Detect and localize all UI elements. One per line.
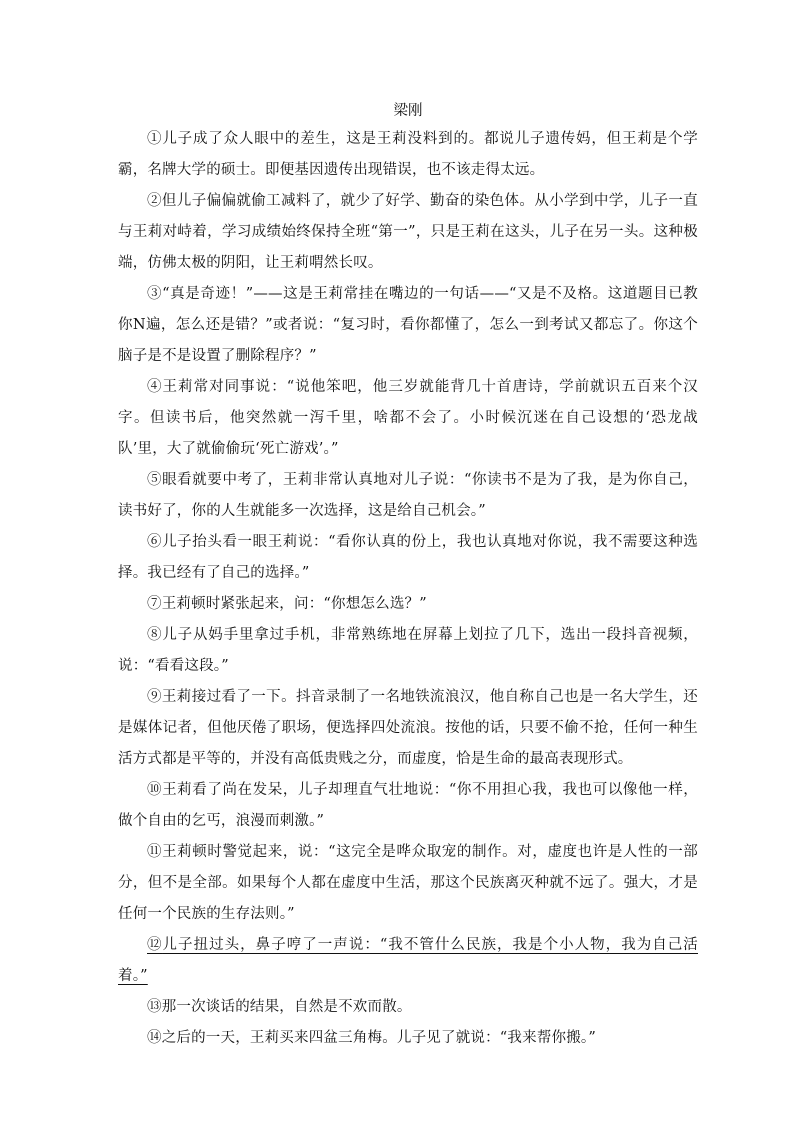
paragraph-4 — [118, 372, 698, 465]
paragraph-14 — [118, 1023, 698, 1054]
paragraph-1 — [118, 124, 698, 186]
paragraph-text: “真是奇迹！”——这是王莉常挂在嘴边的一句话——“又是不及格。这道题目已教你N遍，怎么还是错？”或者说：“复习时，看你都懂了，怎么一到考试又都忘了。你这个脑子是不是设置了删除程序？” — [118, 286, 699, 364]
paragraph-number: ⑥ — [147, 534, 163, 550]
paragraph-text: 儿子从妈手里拿过手机，非常熟练地在屏幕上划拉了几下，选出一段抖音视频，说：“看看这段。” — [118, 627, 698, 674]
paragraph-10 — [118, 775, 698, 837]
paragraph-number: ② — [147, 193, 162, 209]
paragraph-number: ⑤ — [147, 472, 163, 488]
paragraph-text: 儿子成了众人眼中的差生，这是王莉没料到的。都说儿子遗传妈，但王莉是个学霸，名牌大学的硕士。即便基因遗传出现错误，也不该走得太远。 — [118, 131, 698, 178]
author-name: 梁刚 — [393, 103, 423, 119]
paragraph-text: 王莉看了尚在发呆，儿子却理直气壮地说：“你不用担心我，我也可以像他一样，做个自由的乞丐，浪漫而刺激。” — [118, 782, 698, 829]
paragraph-9 — [118, 682, 698, 775]
paragraph-number: ⑨ — [147, 689, 162, 705]
paragraph-8 — [118, 620, 698, 682]
paragraph-text: 之后的一天，王莉买来四盆三角梅。儿子见了就说：“我来帮你搬。” — [161, 1030, 596, 1046]
paragraph-text: 王莉常对同事说：“说他笨吧，他三岁就能背几十首唐诗，学前就识五百来个汉字。但读书后，他突然就一泻千里，啥都不会了。小时候沉迷在自己设想的‘恐龙战队’里，大了就偷偷玩‘死亡游戏’。” — [118, 379, 698, 457]
paragraph-6 — [118, 527, 698, 589]
paragraph-text: 儿子抬头看一眼王莉说：“看你认真的份上，我也认真地对你说，我不需要这种选择。我已经有了自己的选择。” — [118, 534, 698, 581]
paragraph-text: 儿子扭过头，鼻子哼了一声说：“我不管什么民族，我是个小人物，我为自己活着。” — [118, 937, 698, 984]
paragraph-number: ⑩ — [147, 782, 163, 798]
paragraph-text: 但儿子偏偏就偷工减料了，就少了好学、勤奋的染色体。从小学到中学，儿子一直与王莉对峙着，学习成绩始终保持全班“第一”，只是王莉在这头，儿子在另一头。这种极端，仿佛太极的阴阳，让王莉喟然长叹。 — [118, 193, 698, 271]
paragraph-text: 王莉顿时警觉起来，说：“这完全是哗众取宠的制作。对，虚度也许是人性的一部分，但不是全部。如果每个人都在虚度中生活，那这个民族离灭种就不远了。强大，才是任何一个民族的生存法则。” — [118, 844, 698, 922]
paragraph-text: 王莉接过看了一下。抖音录制了一名地铁流浪汉，他自称自己也是一名大学生，还是媒体记者，但他厌倦了职场，便选择四处流浪。按他的话，只要不偷不抢，任何一种生活方式都是平等的，并没有高低贵贱之分，而虚度，恰是生命的最高表现形式。 — [118, 689, 698, 767]
paragraph-text: 王莉顿时紧张起来，问：“你想怎么选？” — [161, 596, 427, 612]
paragraph-number: ⑦ — [147, 596, 162, 612]
paragraph-number: ⑬ — [147, 999, 162, 1015]
paragraph-3 — [118, 279, 698, 372]
paragraph-11 — [118, 837, 698, 930]
paragraph-number: ③ — [147, 286, 163, 302]
paragraph-number: ⑧ — [147, 627, 163, 643]
paragraph-text: 眼看就要中考了，王莉非常认真地对儿子说：“你读书不是为了我，是为你自己，读书好了，你的人生就能多一次选择，这是给自己机会。” — [118, 472, 698, 519]
paragraph-number: ⑫ — [147, 937, 163, 953]
paragraph-5 — [118, 465, 698, 527]
paragraph-2 — [118, 186, 698, 279]
paragraph-13 — [118, 992, 698, 1023]
paragraph-number: ④ — [147, 379, 163, 395]
paragraph-7 — [118, 589, 698, 620]
document-page — [118, 98, 698, 1054]
paragraph-number: ⑭ — [147, 1030, 162, 1046]
paragraph-text: 那一次谈话的结果，自然是不欢而散。 — [161, 999, 412, 1015]
paragraph-12-underlined — [118, 930, 698, 992]
paragraph-number: ⑪ — [147, 844, 163, 860]
paragraph-number: ① — [147, 131, 163, 147]
